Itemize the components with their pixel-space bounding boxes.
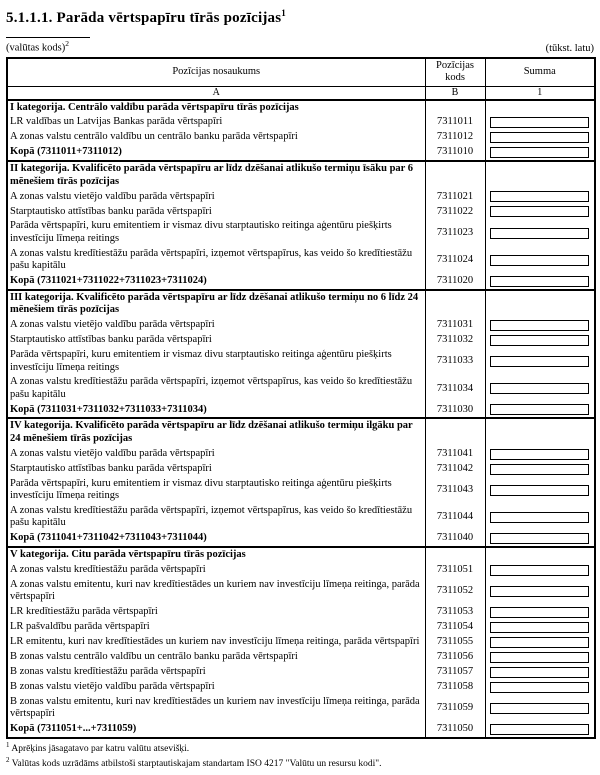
position-name: V kategorija. Citu parāda vērtspapīru tīrās pozīcijas — [7, 547, 425, 563]
table-row — [7, 247, 595, 274]
position-name: Kopā (7311031+7311032+7311033+7311034) — [7, 402, 425, 418]
sum-cell — [485, 620, 595, 635]
table-row — [7, 695, 595, 722]
position-name: A zonas valstu kredītiestāžu parāda vērtspapīri — [7, 563, 425, 578]
sum-input-box[interactable] — [490, 191, 590, 202]
sum-input-box[interactable] — [490, 464, 590, 475]
sum-cell — [485, 477, 595, 504]
sum-input-box[interactable] — [490, 607, 590, 618]
table-row — [7, 620, 595, 635]
position-name: A zonas valstu vietējo valdību parāda vērtspapīri — [7, 189, 425, 204]
position-code: 7311057 — [425, 665, 485, 680]
position-code: 7311033 — [425, 348, 485, 375]
position-name: B zonas valstu emitentu, kuri nav kredītiestādes un kuriem nav investīciju līmeņa reitinga, parāda vērtspapīri — [7, 695, 425, 722]
sum-cell — [485, 290, 595, 318]
sum-cell — [485, 680, 595, 695]
position-code: 7311022 — [425, 204, 485, 219]
table-row — [7, 290, 595, 318]
position-code: 7311058 — [425, 680, 485, 695]
sum-cell — [485, 219, 595, 246]
table-row — [7, 219, 595, 246]
table-row — [7, 348, 595, 375]
sum-cell — [485, 247, 595, 274]
sum-input-box[interactable] — [490, 255, 590, 266]
position-name: Starptautisko attīstības banku parāda vērtspapīri — [7, 462, 425, 477]
sum-input-box[interactable] — [490, 485, 590, 496]
sum-cell — [485, 100, 595, 116]
table-row — [7, 665, 595, 680]
sum-cell — [485, 462, 595, 477]
currency-code-block — [6, 37, 96, 54]
position-name: LR emitentu, kuri nav kredītiestādes un kuriem nav investīciju līmeņa reitinga, parāda vērtspapīri — [7, 635, 425, 650]
table-row — [7, 418, 595, 446]
table-row — [7, 318, 595, 333]
position-code: 7311024 — [425, 247, 485, 274]
position-code: 7311021 — [425, 189, 485, 204]
position-code: 7311023 — [425, 219, 485, 246]
sum-cell — [485, 695, 595, 722]
position-name: I kategorija. Centrālo valdību parāda vērtspapīru tīrās pozīcijas — [7, 100, 425, 116]
footnote-1-text: Aprēķins jāsagatavo par katru valūtu atsevišķi. — [11, 744, 190, 755]
position-name: A zonas valstu kredītiestāžu parāda vērtspapīri, izņemot vērtspapīrus, kas veido šo kredītiestāžu pašu kapitālu — [7, 375, 425, 402]
position-name: Kopā (7311021+7311022+7311023+7311024) — [7, 274, 425, 290]
currency-footnote-ref: 2 — [65, 39, 69, 48]
position-name: Kopā (7311051+...+7311059) — [7, 722, 425, 738]
sum-input-box[interactable] — [490, 622, 590, 633]
position-name: A zonas valstu centrālo valdību un centrālo banku parāda vērtspapīri — [7, 130, 425, 145]
position-code: 7311031 — [425, 318, 485, 333]
position-name: B zonas valstu centrālo valdību un centrālo banku parāda vērtspapīri — [7, 650, 425, 665]
sum-cell — [485, 333, 595, 348]
sum-input-box[interactable] — [490, 383, 590, 394]
table-row — [7, 375, 595, 402]
sum-input-box[interactable] — [490, 533, 590, 544]
position-name: Parāda vērtspapīri, kuru emitentiem ir vismaz divu starptautisko reitinga aģentūru piešķirts investīciju līmeņa reitings — [7, 348, 425, 375]
position-code: 7311041 — [425, 447, 485, 462]
position-code: 7311010 — [425, 145, 485, 161]
table-row — [7, 531, 595, 547]
sum-input-box[interactable] — [490, 404, 590, 415]
position-name: III kategorija. Kvalificēto parāda vērtspapīru ar līdz dzēšanai atlikušo termiņu no 6 līdz 24 mēnešiem tīrās pozīcijas — [7, 290, 425, 318]
sum-input-box[interactable] — [490, 356, 590, 367]
position-code — [425, 100, 485, 116]
sum-input-box[interactable] — [490, 565, 590, 576]
table-row — [7, 650, 595, 665]
position-name: B zonas valstu kredītiestāžu parāda vērtspapīri — [7, 665, 425, 680]
position-name: LR kredītiestāžu parāda vērtspapīri — [7, 605, 425, 620]
column-header-code: Pozīcijas kods — [425, 58, 485, 87]
sum-cell — [485, 563, 595, 578]
table-row — [7, 578, 595, 605]
sum-input-box[interactable] — [490, 586, 590, 597]
sum-cell — [485, 274, 595, 290]
position-code: 7311054 — [425, 620, 485, 635]
table-row — [7, 722, 595, 738]
column-subheader-b: B — [425, 86, 485, 100]
sum-cell — [485, 504, 595, 531]
footnote-2-text: Valūtas kods uzrādāms atbilstoši starptautiskajam standartam ISO 4217 "Valūtu un resursu kodi". — [11, 759, 382, 770]
table-row — [7, 130, 595, 145]
positions-table — [6, 57, 596, 739]
sum-cell — [485, 115, 595, 130]
position-code: 7311043 — [425, 477, 485, 504]
footnotes — [6, 741, 594, 771]
position-code — [425, 418, 485, 446]
sum-cell — [485, 635, 595, 650]
sum-input-box[interactable] — [490, 637, 590, 648]
sum-cell — [485, 130, 595, 145]
sum-cell — [485, 605, 595, 620]
table-row — [7, 504, 595, 531]
sum-cell — [485, 375, 595, 402]
column-header-name: Pozīcijas nosaukums — [7, 58, 425, 87]
position-code: 7311050 — [425, 722, 485, 738]
table-row — [7, 145, 595, 161]
sum-cell — [485, 547, 595, 563]
currency-code-label: (valūtas kods)$^2$ — [6, 39, 69, 54]
table-body — [7, 100, 595, 738]
sum-input-box[interactable] — [490, 117, 590, 128]
position-code: 7311044 — [425, 504, 485, 531]
table-row — [7, 274, 595, 290]
sum-cell — [485, 145, 595, 161]
sum-cell — [485, 531, 595, 547]
table-header — [7, 58, 595, 100]
sum-input-box[interactable] — [490, 320, 590, 331]
position-name: A zonas valstu kredītiestāžu parāda vērtspapīri, izņemot vērtspapīrus, kas veido šo kredītiestāžu pašu kapitālu — [7, 504, 425, 531]
position-code: 7311042 — [425, 462, 485, 477]
position-code — [425, 290, 485, 318]
table-row — [7, 477, 595, 504]
column-header-sum: Summa — [485, 58, 595, 87]
sum-input-box[interactable] — [490, 228, 590, 239]
sum-cell — [485, 578, 595, 605]
sum-input-box[interactable] — [490, 512, 590, 523]
table-row — [7, 115, 595, 130]
table-row — [7, 204, 595, 219]
position-code: 7311056 — [425, 650, 485, 665]
position-name: B zonas valstu vietējo valdību parāda vērtspapīri — [7, 680, 425, 695]
position-name: Starptautisko attīstības banku parāda vērtspapīri — [7, 333, 425, 348]
position-code: 7311012 — [425, 130, 485, 145]
sum-input-box[interactable] — [490, 206, 590, 217]
position-name: Parāda vērtspapīri, kuru emitentiem ir vismaz divu starptautisko reitinga aģentūru piešķirts investīciju līmeņa reitings — [7, 219, 425, 246]
table-row — [7, 333, 595, 348]
position-code: 7311053 — [425, 605, 485, 620]
position-code: 7311020 — [425, 274, 485, 290]
position-code: 7311051 — [425, 563, 485, 578]
table-row — [7, 605, 595, 620]
units-label: (tūkst. latu) — [545, 42, 594, 54]
sum-input-box[interactable] — [490, 276, 590, 287]
position-name: IV kategorija. Kvalificēto parāda vērtspapīru ar līdz dzēšanai atlikušo termiņu ilgāku par 24 mēnešiem tīrās pozīcijas — [7, 418, 425, 446]
position-name: A zonas valstu vietējo valdību parāda vērtspapīri — [7, 318, 425, 333]
sum-cell — [485, 722, 595, 738]
sum-input-box[interactable] — [490, 703, 590, 714]
sum-cell — [485, 447, 595, 462]
sum-cell — [485, 418, 595, 446]
position-name: A zonas valstu kredītiestāžu parāda vērtspapīri, izņemot vērtspapīrus, kas veido šo kredītiestāžu pašu kapitālu — [7, 247, 425, 274]
column-subheader-1: 1 — [485, 86, 595, 100]
table-row — [7, 100, 595, 116]
sum-input-box[interactable] — [490, 132, 590, 143]
footnote-1 — [6, 741, 594, 756]
sum-cell — [485, 650, 595, 665]
position-code: 7311030 — [425, 402, 485, 418]
position-code: 7311052 — [425, 578, 485, 605]
sum-cell — [485, 348, 595, 375]
position-name: LR valdības un Latvijas Bankas parāda vērtspapīri — [7, 115, 425, 130]
currency-code-blank[interactable] — [6, 37, 90, 38]
title-footnote-ref: 1 — [281, 8, 286, 18]
position-code: 7311032 — [425, 333, 485, 348]
footnote-1-ref: 1 — [6, 740, 10, 749]
sum-input-box[interactable] — [490, 652, 590, 663]
position-name: Parāda vērtspapīri, kuru emitentiem ir vismaz divu starptautisko reitinga aģentūru piešķirts investīciju līmeņa reitings — [7, 477, 425, 504]
table-row — [7, 563, 595, 578]
sum-input-box[interactable] — [490, 682, 590, 693]
table-row — [7, 680, 595, 695]
position-code — [425, 161, 485, 189]
sum-input-box[interactable] — [490, 147, 590, 158]
position-name: A zonas valstu vietējo valdību parāda vērtspapīri — [7, 447, 425, 462]
sum-cell — [485, 189, 595, 204]
position-name: A zonas valstu emitentu, kuri nav kredītiestādes un kuriem nav investīciju līmeņa reitinga, parāda vērtspapīri — [7, 578, 425, 605]
sum-cell — [485, 204, 595, 219]
footnote-2-ref: 2 — [6, 755, 10, 764]
table-row — [7, 547, 595, 563]
sum-cell — [485, 402, 595, 418]
table-row — [7, 189, 595, 204]
table-row — [7, 161, 595, 189]
position-code: 7311055 — [425, 635, 485, 650]
table-row — [7, 402, 595, 418]
footnote-2 — [6, 756, 594, 771]
sum-input-box[interactable] — [490, 449, 590, 460]
sum-cell — [485, 665, 595, 680]
table-row — [7, 462, 595, 477]
column-subheader-a: A — [7, 86, 425, 100]
meta-row — [6, 37, 594, 54]
sum-input-box[interactable] — [490, 724, 590, 735]
sum-input-box[interactable] — [490, 667, 590, 678]
sum-cell — [485, 318, 595, 333]
position-name: II kategorija. Kvalificēto parāda vērtspapīru ar līdz dzēšanai atlikušo termiņu īsāku par 6 mēnešiem tīrās pozīcijas — [7, 161, 425, 189]
position-name: Starptautisko attīstības banku parāda vērtspapīri — [7, 204, 425, 219]
position-code: 7311011 — [425, 115, 485, 130]
position-code: 7311034 — [425, 375, 485, 402]
position-code: 7311059 — [425, 695, 485, 722]
sum-input-box[interactable] — [490, 335, 590, 346]
table-row — [7, 635, 595, 650]
position-name: LR pašvaldību parāda vērtspapīri — [7, 620, 425, 635]
position-name: Kopā (7311011+7311012) — [7, 145, 425, 161]
page-title: 5.1.1.1. Parāda vērtspapīru tīrās pozīcijas$^1$ — [6, 8, 286, 26]
position-name: Kopā (7311041+7311042+7311043+7311044) — [7, 531, 425, 547]
position-code — [425, 547, 485, 563]
sum-cell — [485, 161, 595, 189]
table-row — [7, 447, 595, 462]
position-code: 7311040 — [425, 531, 485, 547]
